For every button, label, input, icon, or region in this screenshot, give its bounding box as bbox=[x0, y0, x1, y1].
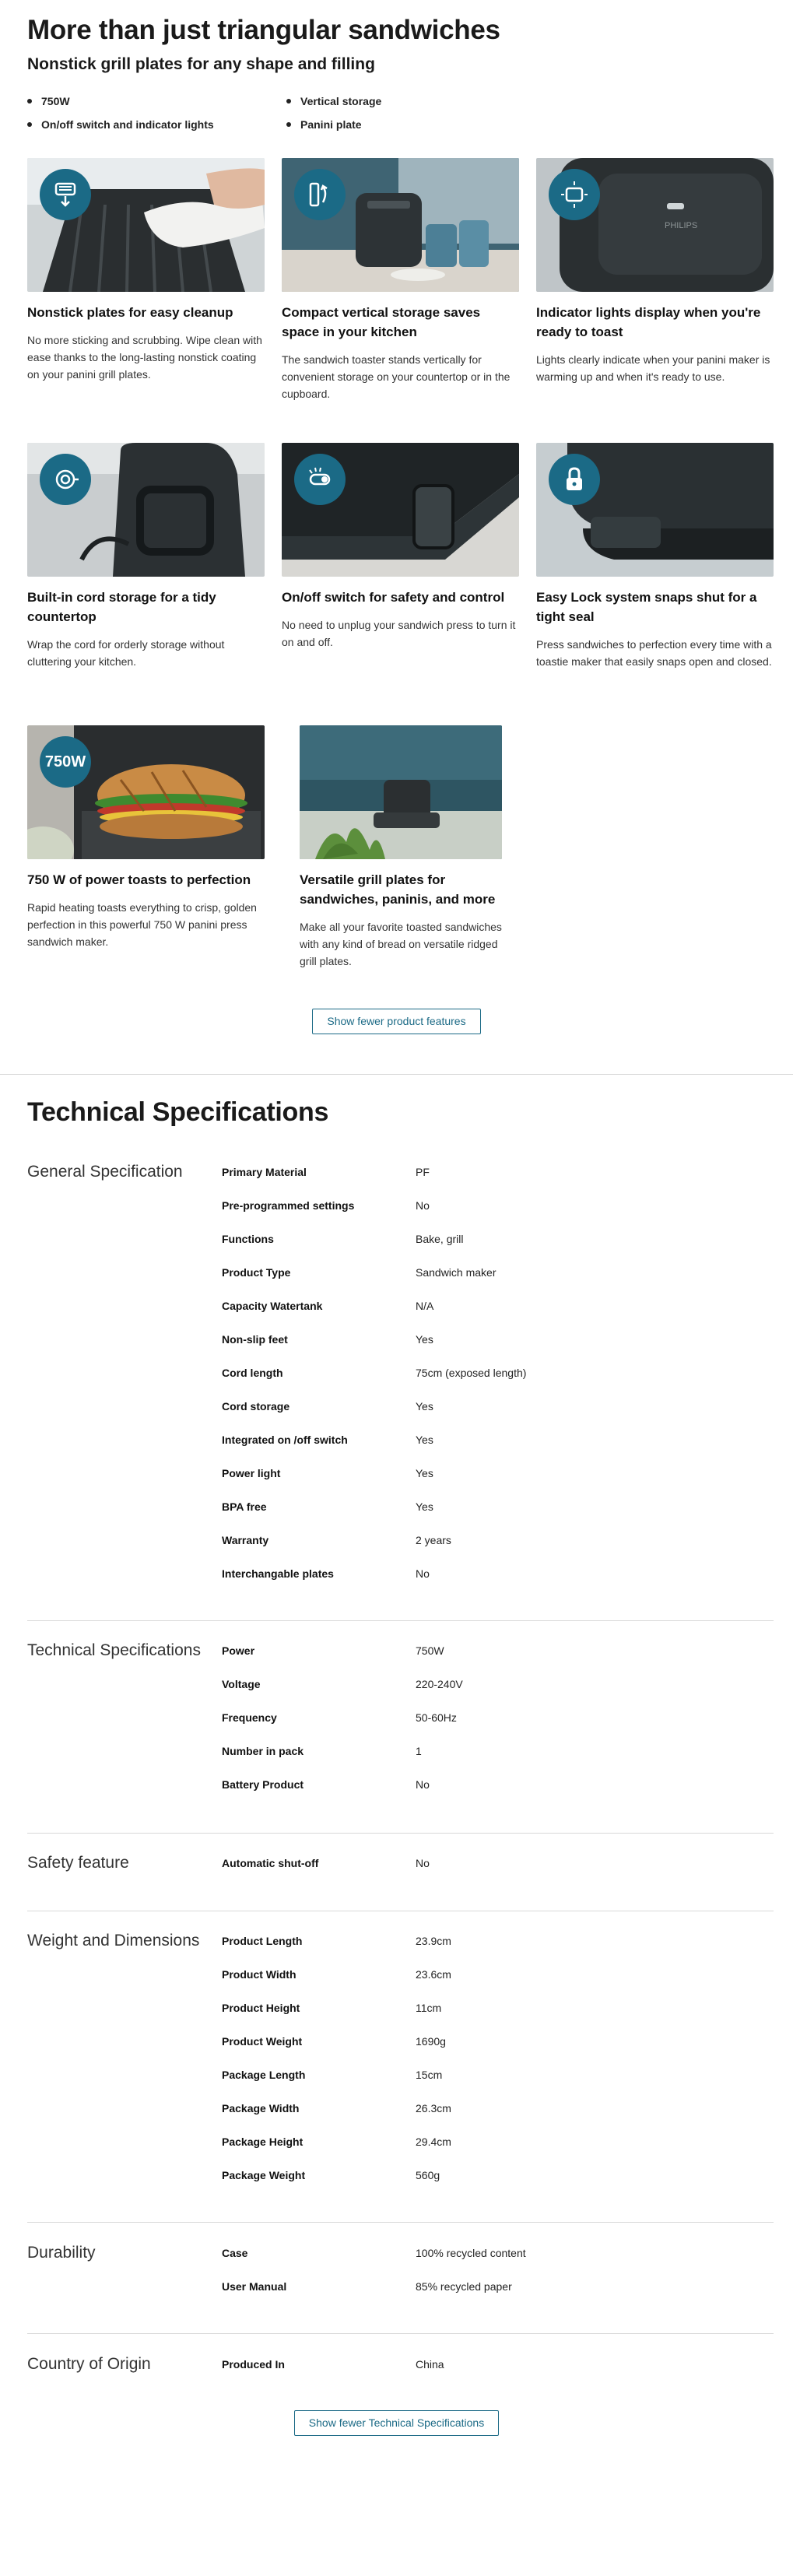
feature-title: On/off switch for safety and control bbox=[282, 590, 505, 605]
spec-row: Product Height 11cm bbox=[222, 2002, 442, 2014]
spec-row: Package Height 29.4cm bbox=[222, 2136, 451, 2148]
spec-group-divider bbox=[27, 2222, 774, 2223]
spec-row: User Manual 85% recycled paper bbox=[222, 2280, 512, 2293]
key-feature-item: 750W bbox=[27, 93, 286, 109]
feature-description: Press sandwiches to perfection every time with a toastie maker that easily snaps open and closed. bbox=[536, 638, 772, 668]
spec-group-title: General Specification bbox=[27, 1163, 183, 1181]
vertical-storage-icon bbox=[294, 169, 346, 220]
show-fewer-features-row bbox=[0, 1009, 793, 1034]
feature-image-power bbox=[27, 725, 265, 859]
spec-row: Package Weight 560g bbox=[222, 2169, 440, 2181]
spec-group-divider bbox=[27, 1833, 774, 1834]
feature-card bbox=[27, 443, 265, 670]
feature-image-cleanup bbox=[27, 158, 265, 292]
spec-group-title: Durability bbox=[27, 2244, 96, 2262]
feature-card bbox=[282, 443, 519, 651]
spec-row: Product Weight 1690g bbox=[222, 2035, 446, 2048]
feature-image-switch bbox=[282, 443, 519, 577]
spec-row: Package Length 15cm bbox=[222, 2069, 443, 2081]
spec-row: Produced In China bbox=[222, 2358, 444, 2371]
spec-row: Pre-programmed settings No bbox=[222, 1199, 430, 1212]
key-feature-item: Panini plate bbox=[286, 117, 546, 132]
feature-title: Built-in cord storage for a tidy countertop bbox=[27, 590, 216, 624]
feature-card bbox=[536, 158, 774, 385]
feature-description: No more sticking and scrubbing. Wipe clean with ease thanks to the long-lasting nonstick coating on your panini grill plates. bbox=[27, 334, 262, 381]
spec-row: Functions Bake, grill bbox=[222, 1233, 464, 1245]
feature-image-cord bbox=[27, 443, 265, 577]
feature-image-indicator bbox=[536, 158, 774, 292]
feature-card bbox=[27, 725, 265, 950]
spec-group-title: Technical Specifications bbox=[27, 1641, 201, 1659]
spec-row: Product Length 23.9cm bbox=[222, 1935, 451, 1947]
feature-title: 750 W of power toasts to perfection bbox=[27, 872, 251, 887]
feature-card bbox=[300, 725, 502, 970]
feature-grid bbox=[0, 0, 793, 1074]
feature-card bbox=[536, 443, 774, 670]
spec-row: Warranty 2 years bbox=[222, 1534, 451, 1546]
spec-row: Primary Material PF bbox=[222, 1166, 430, 1178]
spec-group-divider bbox=[27, 1620, 774, 1621]
switch-icon bbox=[294, 454, 346, 505]
page-title: More than just triangular sandwiches bbox=[27, 15, 500, 45]
spec-group-divider bbox=[27, 2333, 774, 2334]
spec-group-title: Weight and Dimensions bbox=[27, 1932, 200, 1950]
spec-row: Capacity Watertank N/A bbox=[222, 1300, 434, 1312]
feature-title: Nonstick plates for easy cleanup bbox=[27, 305, 233, 320]
key-feature-item: On/off switch and indicator lights bbox=[27, 117, 286, 132]
show-fewer-specs-row bbox=[0, 2410, 793, 2436]
feature-title: Compact vertical storage saves space in your kitchen bbox=[282, 305, 481, 339]
indicator-light-icon bbox=[549, 169, 600, 220]
feature-description: Make all your favorite toasted sandwiches with any kind of bread on versatile ridged grill plates. bbox=[300, 921, 502, 967]
spec-row: Non-slip feet Yes bbox=[222, 1333, 433, 1346]
lock-icon bbox=[549, 454, 600, 505]
spec-row: Voltage 220-240V bbox=[222, 1678, 463, 1690]
feature-image-lock bbox=[536, 443, 774, 577]
spec-row: Cord storage Yes bbox=[222, 1400, 433, 1413]
feature-description: Lights clearly indicate when your panini maker is warming up and when it's ready to use. bbox=[536, 353, 770, 383]
spec-row: Power 750W bbox=[222, 1644, 444, 1657]
feature-description: Wrap the cord for orderly storage without cluttering your kitchen. bbox=[27, 638, 225, 668]
specs-title: Technical Specifications bbox=[27, 1097, 329, 1127]
feature-image-storage bbox=[282, 158, 519, 292]
svg-text:PHILIPS: PHILIPS bbox=[665, 221, 698, 230]
spec-row: Integrated on /off switch Yes bbox=[222, 1434, 433, 1446]
spec-row: Automatic shut-off No bbox=[222, 1857, 430, 1869]
spec-row: Number in pack 1 bbox=[222, 1745, 422, 1757]
feature-title: Easy Lock system snaps shut for a tight seal bbox=[536, 590, 757, 624]
feature-description: No need to unplug your sandwich press to turn it on and off. bbox=[282, 619, 516, 648]
feature-description: Rapid heating toasts everything to crisp, golden perfection in this powerful 750 W panini press sandwich maker. bbox=[27, 901, 257, 948]
spec-row: Product Width 23.6cm bbox=[222, 1968, 451, 1981]
spec-row: Interchangable plates No bbox=[222, 1567, 430, 1580]
spec-row: Battery Product No bbox=[222, 1778, 430, 1791]
show-fewer-features-button[interactable]: Show fewer product features bbox=[312, 1009, 480, 1034]
feature-image-versatile bbox=[300, 725, 502, 859]
key-feature-item: Vertical storage bbox=[286, 93, 546, 109]
spec-group-title: Country of Origin bbox=[27, 2355, 151, 2373]
specs-header bbox=[27, 1097, 774, 1128]
feature-card bbox=[27, 158, 265, 383]
page-subtitle: Nonstick grill plates for any shape and filling bbox=[27, 55, 375, 73]
feature-title: Indicator lights display when you're ready to toast bbox=[536, 305, 761, 339]
spec-row: BPA free Yes bbox=[222, 1500, 433, 1513]
spec-row: Case 100% recycled content bbox=[222, 2247, 526, 2259]
spec-row: Cord length 75cm (exposed length) bbox=[222, 1367, 527, 1379]
section-divider bbox=[0, 1074, 793, 1075]
feature-card bbox=[282, 158, 519, 402]
feature-description: The sandwich toaster stands vertically for convenient storage on your countertop or in the cupboard. bbox=[282, 353, 511, 400]
feature-title: Versatile grill plates for sandwiches, paninis, and more bbox=[300, 872, 496, 907]
spec-row: Frequency 50-60Hz bbox=[222, 1711, 457, 1724]
show-fewer-specs-button[interactable]: Show fewer Technical Specifications bbox=[294, 2410, 499, 2436]
spec-row: Package Width 26.3cm bbox=[222, 2102, 451, 2114]
spec-row: Power light Yes bbox=[222, 1467, 433, 1479]
spec-row: Product Type Sandwich maker bbox=[222, 1266, 497, 1279]
cord-icon bbox=[40, 454, 91, 505]
power-badge: 750W bbox=[40, 736, 91, 788]
spec-group-title: Safety feature bbox=[27, 1854, 129, 1872]
wipe-icon bbox=[40, 169, 91, 220]
